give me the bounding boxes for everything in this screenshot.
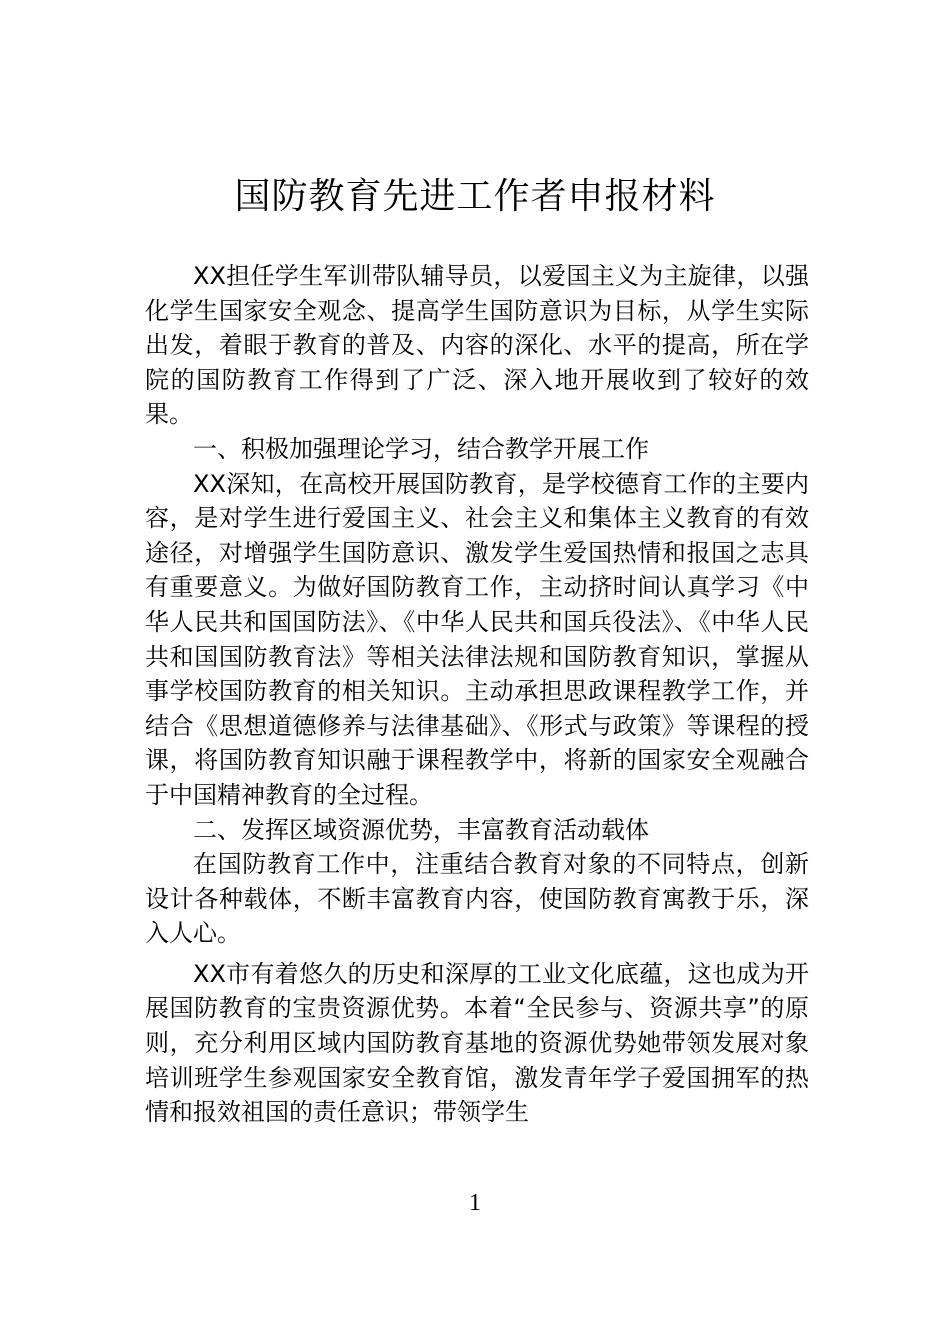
paragraph-intro: XX担任学生军训带队辅导员，以爱国主义为主旋律，以强化学生国家安全观念、提高学生国防意识为目标，从学生实际出发，着眼于教育的普及、内容的深化、水平的提高，所在学院的国防教育工作得到了广泛、深入地开展收到了较好的效果。 [145, 262, 809, 429]
page-number: 1 [469, 1190, 481, 1216]
document-body [145, 259, 809, 1130]
document-title: 国防教育先进工作者申报材料 [234, 176, 716, 217]
paragraph-section-1: XX深知，在高校开展国防教育，是学校德育工作的主要内容，是对学生进行爱国主义、社会主义和集体主义教育的有效途径，对增强学生国防意识、激发学生爱国热情和报国之志具有重要意义。为做好国防教育工作，主动挤时间认真学习《中华人民共和国国防法》、《中华人民共和国兵役法》、《中华人民共和国国防教育法》等相关法律法规和国防教育知识，掌握从事学校国防教育的相关知识。主动承担思政课程教学工作，并结合《思想道德修养与法律基础》、《形式与政策》等课程的授课，将国防教育知识融于课程教学中，将新的国家安全观融合于中国精神教育的全过程。 [145, 469, 809, 809]
section-heading-1: 一、积极加强理论学习，结合教学开展工作 [193, 434, 649, 463]
paragraph-section-2b: XX市有着悠久的历史和深厚的工业文化底蕴，这也成为开展国防教育的宝贵资源优势。本着“全民参与、资源共享”的原则，充分利用区域内国防教育基地的资源优势她带领发展对象培训班学生参观国家安全教育馆，激发青年学子爱国拥军的热情和报效祖国的责任意识；带领学生 [145, 959, 809, 1127]
section-heading-2: 二、发挥区域资源优势，丰富教育活动载体 [193, 815, 649, 844]
paragraph-section-2a: 在国防教育工作中，注重结合教育对象的不同特点，创新设计各种载体，不断丰富教育内容，使国防教育寓教于乐，深入人心。 [145, 850, 809, 948]
